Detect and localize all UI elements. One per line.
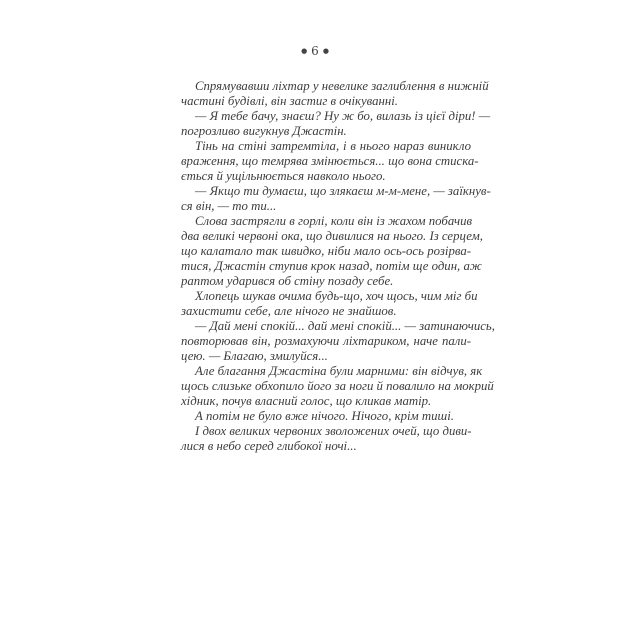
text-line: два великі червоні ока, що дивилися на нього. Із серцем, bbox=[181, 229, 483, 243]
paragraph bbox=[181, 289, 478, 319]
text-line: Слова застрягли в горлі, коли він із жахом побачив bbox=[195, 214, 473, 228]
text-line: враження, що темрява змінюється... що вона стиска- bbox=[181, 154, 479, 168]
paragraph bbox=[181, 79, 489, 109]
text-line: що калатало так швидко, ніби мало ось-ось розірва- bbox=[181, 244, 471, 258]
text-line: — Дай мені спокій... дай мені спокій... — затинаючись, bbox=[195, 319, 495, 333]
text-line: погрозливо вигукнув Джастін. bbox=[181, 124, 347, 138]
text-line: цею. — Благаю, змилуйся... bbox=[181, 349, 328, 363]
text-line: Спрямувавши ліхтар у невелике заглиблення в нижній bbox=[195, 79, 489, 93]
text-line: — Якщо ти думаєш, що злякаєш м-м-мене, — заїкнув- bbox=[195, 184, 491, 198]
text-line: раптом ударився об стіну позаду себе. bbox=[181, 274, 394, 288]
paragraph bbox=[181, 319, 495, 364]
text-line: захистити себе, але нічого не знайшов. bbox=[181, 304, 397, 318]
text-line: лися в небо серед глибокої ночі... bbox=[181, 439, 357, 453]
paragraph bbox=[181, 424, 471, 454]
page-number bbox=[0, 44, 630, 58]
paragraph bbox=[181, 139, 479, 184]
text-line: І двох великих червоних зволожених очей, що диви- bbox=[195, 424, 472, 438]
paragraph bbox=[181, 184, 491, 214]
text-line: — Я тебе бачу, знаєш? Ну ж бо, вилазь із цієї діри! — bbox=[195, 109, 491, 123]
paragraph bbox=[181, 409, 471, 424]
paragraph bbox=[181, 214, 483, 289]
text-line: А потім не було вже нічого. Нічого, крім тиші. bbox=[195, 409, 454, 423]
text-line: Хлопець шукав очима будь-що, хоч щось, чим міг би bbox=[195, 289, 478, 303]
text-line: хідник, почув власний голос, що кликав матір. bbox=[181, 394, 432, 408]
text-line: ся він, — то ти... bbox=[181, 199, 277, 213]
text-line: частині будівлі, він застиг в очікуванні. bbox=[181, 94, 398, 108]
text-line: тися, Джастін ступив крок назад, потім ще один, аж bbox=[181, 259, 482, 273]
text-line: ється й ущільнюється навколо нього. bbox=[181, 169, 386, 183]
page-body-text bbox=[181, 79, 495, 454]
text-line: щось слизьке обхопило його за ноги й повалило на мокрий bbox=[181, 379, 494, 393]
paragraph bbox=[181, 109, 491, 139]
bullet-ornament-icon: ● bbox=[322, 47, 329, 55]
bullet-ornament-icon: ● bbox=[301, 47, 308, 55]
text-line: Але благання Джастіна були марними: він відчув, як bbox=[195, 364, 483, 378]
paragraph bbox=[181, 364, 494, 409]
page-number-text: 6 bbox=[311, 44, 319, 58]
text-line: повторював він, розмахуючи ліхтариком, наче пали- bbox=[181, 334, 471, 348]
text-line: Тінь на стіні затремтіла, і в нього нараз виникло bbox=[195, 139, 471, 153]
